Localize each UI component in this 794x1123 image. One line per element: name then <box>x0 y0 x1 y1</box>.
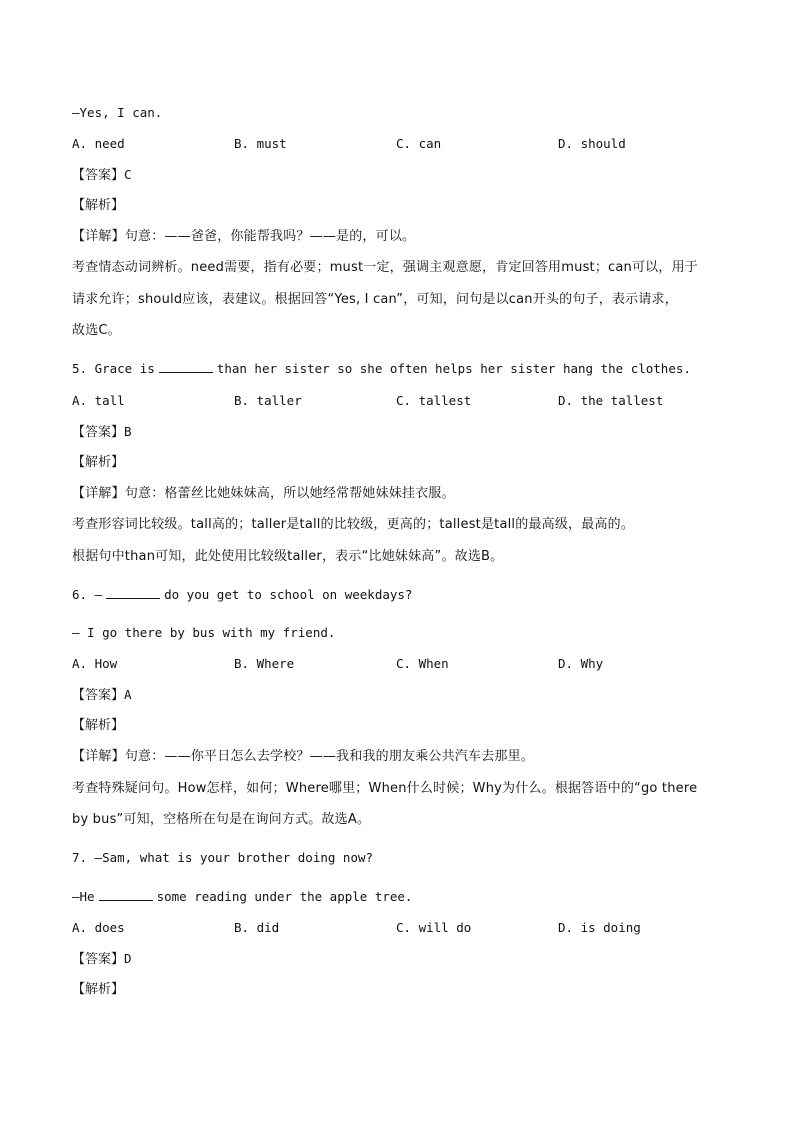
detail-tag: 【详解】 <box>72 229 125 244</box>
q7-option-c: C. will do <box>396 920 472 935</box>
q5-option-d: D. the tallest <box>558 393 664 408</box>
q4-explanation-line: 故选C。 <box>72 323 121 338</box>
q6-detail <box>72 748 534 766</box>
stem-end: than her sister so she often helps her sister hang the clothes. <box>216 361 691 376</box>
q5-option-b: B. taller <box>234 393 302 408</box>
answer-blank <box>99 888 153 901</box>
q4-option-a: A. need <box>72 136 125 151</box>
detail-tag: 【详解】 <box>72 486 125 501</box>
q6-explanation-line: 考查特殊疑问句。How怎样，如何；Where哪里；When什么时候；Why为什么。根据答语中的“go there <box>72 781 698 796</box>
answer-tag: 【答案】 <box>72 952 125 967</box>
q4-option-d: D. should <box>558 136 626 151</box>
answer-value: B <box>124 424 132 439</box>
q6-explanation-line: by bus”可知，空格所在句是在询问方式。故选A。 <box>72 812 371 827</box>
q5-option-a: A. tall <box>72 393 125 408</box>
answer-tag: 【答案】 <box>72 425 125 440</box>
q5-detail <box>72 485 455 503</box>
q5-option-c: C. tallest <box>396 393 472 408</box>
reply-end: some reading under the apple tree. <box>156 889 413 904</box>
answer-value: C <box>124 167 132 182</box>
q6-option-a: A. How <box>72 656 118 671</box>
stem-start: 6. — <box>72 587 103 602</box>
q5-stem <box>72 360 691 378</box>
answer-tag: 【答案】 <box>72 168 125 183</box>
q7-answer <box>72 950 132 969</box>
q7-option-a: A. does <box>72 920 125 935</box>
q4-answer <box>72 166 132 185</box>
q4-analysis-tag: 【解析】 <box>72 198 125 213</box>
answer-tag: 【答案】 <box>72 688 125 703</box>
q4-explanation-line: 考查情态动词辨析。need需要，指有必要；must一定，强调主观意愿，肯定回答用must；can可以，用于 <box>72 260 698 275</box>
q5-answer <box>72 423 132 442</box>
q7-analysis-tag: 【解析】 <box>72 982 125 997</box>
q7-reply <box>72 888 412 906</box>
stem-end: do you get to school on weekdays? <box>164 587 413 602</box>
q6-option-c: C. When <box>396 656 449 671</box>
q6-reply: — I go there by bus with my friend. <box>72 625 336 640</box>
q5-explanation-line: 根据句中than可知，此处使用比较级taller，表示“比她妹妹高”。故选B。 <box>72 549 504 564</box>
q7-option-d: D. is doing <box>558 920 641 935</box>
q4-option-b: B. must <box>234 136 287 151</box>
answer-blank <box>159 360 213 373</box>
q6-option-d: D. Why <box>558 656 604 671</box>
q7-option-b: B. did <box>234 920 280 935</box>
q4-option-c: C. can <box>396 136 442 151</box>
q6-answer <box>72 686 132 705</box>
q7-stem: 7. —Sam, what is your brother doing now? <box>72 850 374 865</box>
detail-text: 句意：格蕾丝比她妹妹高，所以她经常帮她妹妹挂衣服。 <box>124 486 455 501</box>
answer-value: D <box>124 951 132 966</box>
answer-blank <box>106 586 160 599</box>
q5-explanation-line: 考查形容词比较级。tall高的；taller是tall的比较级，更高的；tallest是tall的最高级，最高的。 <box>72 517 635 532</box>
reply-start: —He <box>72 889 95 904</box>
q6-stem <box>72 586 412 604</box>
stem-start: 5. Grace is <box>72 361 155 376</box>
q5-analysis-tag: 【解析】 <box>72 455 125 470</box>
q6-analysis-tag: 【解析】 <box>72 718 125 733</box>
detail-text: 句意：——你平日怎么去学校？——我和我的朋友乘公共汽车去那里。 <box>124 749 535 764</box>
q4-reply: —Yes, I can. <box>72 105 163 120</box>
detail-tag: 【详解】 <box>72 749 125 764</box>
q6-option-b: B. Where <box>234 656 295 671</box>
answer-value: A <box>124 687 132 702</box>
q4-detail <box>72 228 415 246</box>
q4-explanation-line: 请求允许；should应该，表建议。根据回答“Yes, I can”，可知，问句是以can开头的句子，表示请求， <box>72 292 678 307</box>
detail-text: 句意：——爸爸，你能帮我吗？——是的，可以。 <box>124 229 416 244</box>
